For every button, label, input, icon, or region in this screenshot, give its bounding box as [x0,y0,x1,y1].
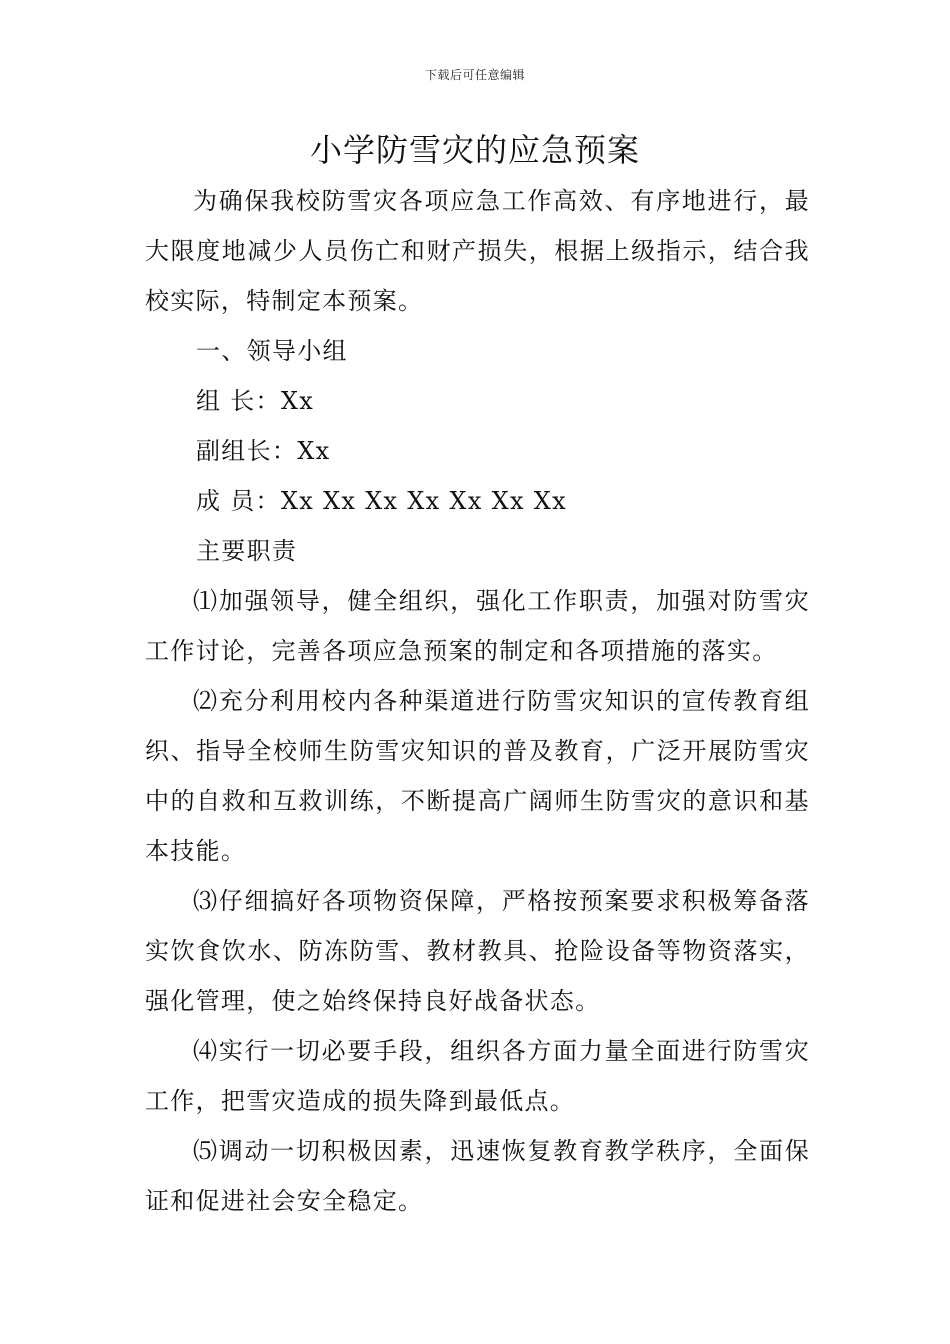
leader-line: 组 长：Xx [196,387,315,415]
intro-paragraph: 为确保我校防雪灾各项应急工作高效、有序地进行，最大限度地减少人员伤亡和财产损失，根据上级指示，结合我校实际，特制定本预案。 [145,187,810,315]
duty-paragraph-5: ⑸调动一切积极因素，迅速恢复教育教学秩序，全面保证和促进社会安全稳定。 [145,1137,810,1215]
watermark-text: 下载后可任意编辑 [424,68,525,82]
document-title: 小学防雪灾的应急预案 [309,131,640,169]
duty-paragraph-1: ⑴加强领导，健全组织，强化工作职责，加强对防雪灾工作讨论，完善各项应急预案的制定和各项措施的落实。 [145,587,810,665]
duties-heading: 主要职责 [196,537,298,565]
members-line: 成 员：Xx Xx Xx Xx Xx Xx Xx [196,487,567,515]
deputy-leader-line: 副组长：Xx [196,437,331,465]
section-heading-leadership: 一、领导小组 [196,337,348,365]
duty-paragraph-3: ⑶仔细搞好各项物资保障，严格按预案要求积极筹备落实饮食饮水、防冻防雪、教材教具、抢险设备等物资落实，强化管理，使之始终保持良好战备状态。 [145,887,810,1015]
duty-paragraph-2: ⑵充分利用校内各种渠道进行防雪灾知识的宣传教育组织、指导全校师生防雪灾知识的普及教育，广泛开展防雪灾中的自救和互救训练，不断提高广阔师生防雪灾的意识和基本技能。 [145,687,810,865]
document-body [145,176,810,1226]
duty-paragraph-4: ⑷实行一切必要手段，组织各方面力量全面进行防雪灾工作，把雪灾造成的损失降到最低点。 [145,1037,810,1115]
